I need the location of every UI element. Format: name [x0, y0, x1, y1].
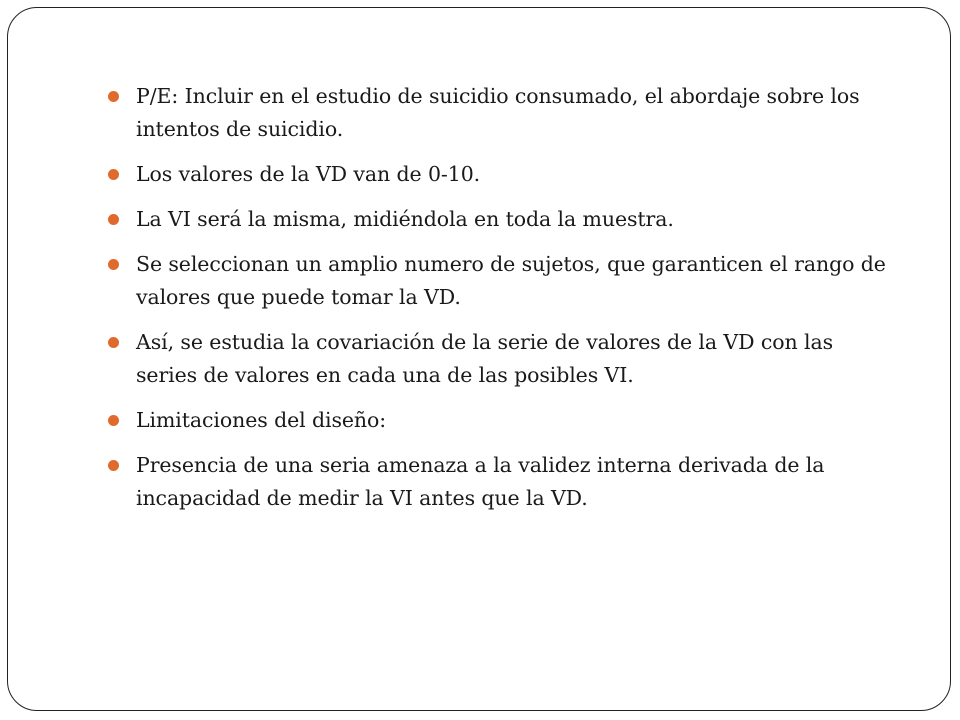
bullet-dot-icon	[108, 214, 119, 225]
bullet-text: La VI será la misma, midiéndola en toda la muestra.	[136, 207, 674, 231]
bullet-dot-icon	[108, 415, 119, 426]
bullet-item-6	[106, 404, 896, 437]
bullet-text: Limitaciones del diseño:	[136, 408, 387, 432]
bullet-text: P/E: Incluir en el estudio de suicidio consumado, el abordaje sobre los intentos de suicidio.	[136, 84, 860, 141]
bullet-dot-icon	[108, 259, 119, 270]
slide-frame	[7, 7, 951, 711]
bullet-text: Los valores de la VD van de 0-10.	[136, 162, 481, 186]
bullet-item-7	[106, 449, 896, 515]
bullet-text: Presencia de una seria amenaza a la validez interna derivada de la incapacidad de medir la VI antes que la VD.	[136, 453, 825, 510]
bullet-item-4	[106, 248, 896, 314]
bullet-item-1	[106, 80, 896, 146]
bullet-dot-icon	[108, 337, 119, 348]
bullet-item-3	[106, 203, 896, 236]
bullet-dot-icon	[108, 169, 119, 180]
bullet-dot-icon	[108, 460, 119, 471]
bullet-item-5	[106, 326, 896, 392]
bullet-text: Se seleccionan un amplio numero de sujetos, que garanticen el rango de valores que puede tomar la VD.	[136, 252, 886, 309]
bullet-dot-icon	[108, 91, 119, 102]
bullet-list	[106, 80, 896, 515]
bullet-text: Así, se estudia la covariación de la serie de valores de la VD con las series de valores en cada una de las posibles VI.	[136, 330, 834, 387]
slide-content	[106, 80, 896, 527]
bullet-item-2	[106, 158, 896, 191]
